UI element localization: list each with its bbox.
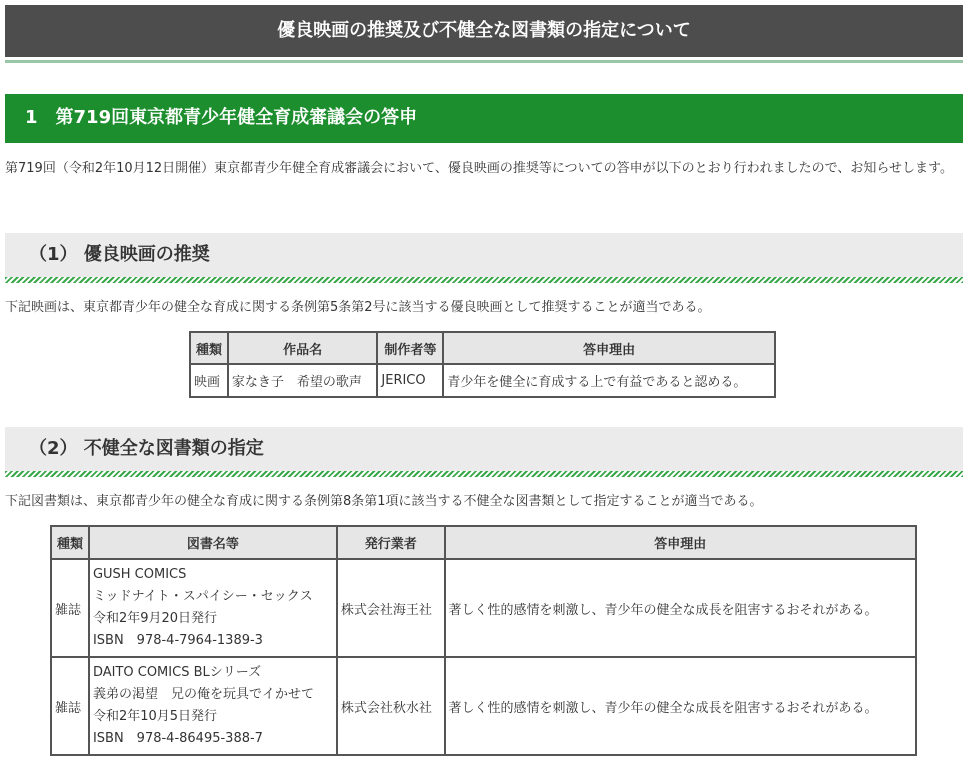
column-header-reason: 答申理由 <box>445 526 916 559</box>
column-header-reason: 答申理由 <box>443 332 775 364</box>
column-header-book: 図書名等 <box>89 526 337 559</box>
film-description: 下記映画は、東京都青少年の健全な育成に関する条例第5条第2号に該当する優良映画として推奨することが適当である。 <box>5 300 711 315</box>
books-table <box>50 525 917 756</box>
cell-producer: JERICO <box>377 364 443 397</box>
film-subheading-stripe <box>5 277 963 283</box>
table-header-row <box>51 526 916 559</box>
books-subheading-stripe <box>5 471 963 477</box>
book-title: 義弟の渇望 兄の俺を玩具でイかせて <box>92 687 314 702</box>
film-table <box>189 331 776 398</box>
cell-publisher: 株式会社海王社 <box>337 559 445 657</box>
cell-title: 家なき子 希望の歌声 <box>228 364 377 397</box>
books-subheading: （2） 不健全な図書類の指定 <box>5 427 963 471</box>
column-header-producer: 制作者等 <box>377 332 443 364</box>
cell-type: 雑誌 <box>51 657 89 755</box>
book-series: DAITO COMICS BLシリーズ <box>92 665 262 680</box>
section-heading: 1 第719回東京都青少年健全育成審議会の答申 <box>5 94 963 143</box>
table-row <box>51 559 916 657</box>
book-date: 令和2年10月5日発行 <box>92 709 218 724</box>
cell-book-info <box>89 559 337 657</box>
column-header-title: 作品名 <box>228 332 377 364</box>
page-title: 優良映画の推奨及び不健全な図書類の指定について <box>5 5 963 57</box>
cell-publisher: 株式会社秋水社 <box>337 657 445 755</box>
cell-type: 映画 <box>190 364 228 397</box>
book-date: 令和2年9月20日発行 <box>92 611 218 626</box>
books-description: 下記図書類は、東京都青少年の健全な育成に関する条例第8条第1項に該当する不健全な図書類として指定することが適当である。 <box>5 494 763 509</box>
book-title: ミッドナイト・スパイシー・セックス <box>92 589 313 604</box>
cell-book-info <box>89 657 337 755</box>
table-header-row <box>190 332 775 364</box>
film-subheading: （1） 優良映画の推奨 <box>5 233 963 277</box>
column-header-type: 種類 <box>190 332 228 364</box>
column-header-type: 種類 <box>51 526 89 559</box>
cell-reason: 著しく性的感情を刺激し、青少年の健全な成長を阻害するおそれがある。 <box>445 559 916 657</box>
book-isbn: ISBN 978-4-7964-1389-3 <box>92 633 263 648</box>
book-isbn: ISBN 978-4-86495-388-7 <box>92 731 263 746</box>
cell-type: 雑誌 <box>51 559 89 657</box>
book-series: GUSH COMICS <box>92 567 187 582</box>
table-row <box>190 364 775 397</box>
table-row <box>51 657 916 755</box>
title-divider <box>5 60 963 63</box>
intro-paragraph: 第719回（令和2年10月12日開催）東京都青少年健全育成審議会において、優良映画の推奨等についての答申が以下のとおり行われましたので、お知らせします。 <box>5 161 953 176</box>
column-header-publisher: 発行業者 <box>337 526 445 559</box>
cell-reason: 著しく性的感情を刺激し、青少年の健全な成長を阻害するおそれがある。 <box>445 657 916 755</box>
cell-reason: 青少年を健全に育成する上で有益であると認める。 <box>443 364 775 397</box>
